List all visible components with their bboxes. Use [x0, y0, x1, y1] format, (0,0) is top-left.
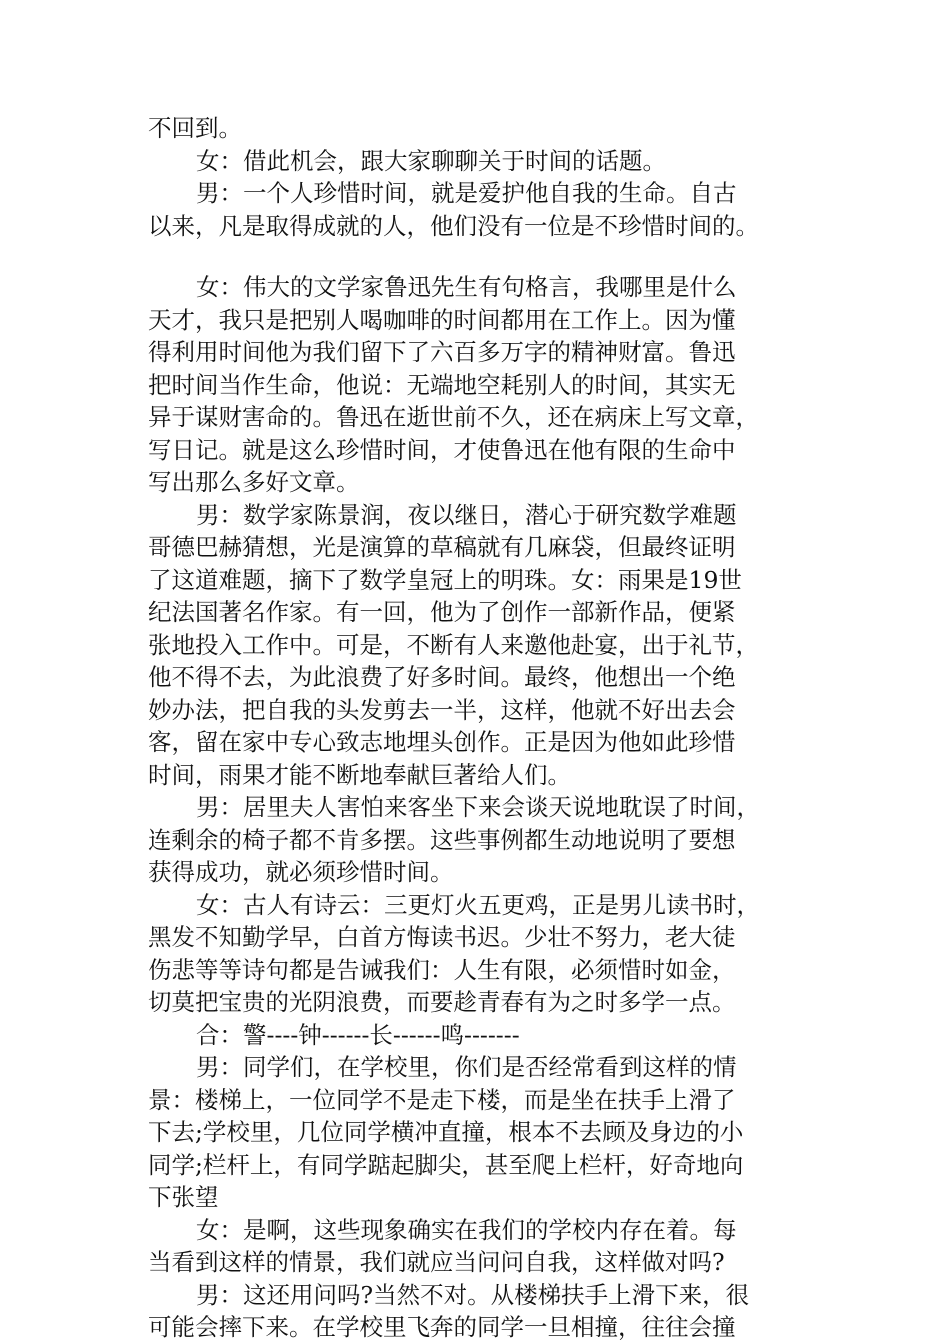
- paragraph-first-line: 女：伟大的文学家鲁迅先生有句格言，我哪里是什么: [196, 273, 737, 301]
- text-line: 异于谋财害命的。鲁迅在逝世前不久，还在病床上写文章，: [148, 403, 759, 431]
- document-page: [148, 112, 808, 1344]
- text-line: 可能会摔下来。在学校里飞奔的同学一旦相撞，往往会撞: [148, 1313, 736, 1341]
- text-line: 切莫把宝贵的光阴浪费，而要趁青春有为之时多学一点。: [148, 988, 736, 1016]
- text-line: 连剩余的椅子都不肯多摆。这些事例都生动地说明了要想: [148, 825, 736, 854]
- text-line: 客，留在家中专心致志地埋头创作。正是因为他如此珍惜: [148, 728, 736, 756]
- paragraph-first-line: 男：这还用问吗?当然不对。从楼梯扶手上滑下来，很: [196, 1280, 750, 1309]
- paragraph-first-line: 合：警----钟------长------鸣-------: [196, 1020, 520, 1049]
- paragraph-first-line: 男：一个人珍惜时间，就是爱护他自我的生命。自古: [196, 179, 737, 207]
- paragraph-first-line: 男：数学家陈景润，夜以继日，潜心于研究数学难题: [196, 500, 737, 529]
- paragraph-first-line: 男：居里夫人害怕来客坐下来会谈天说地耽误了时间，: [196, 793, 760, 821]
- paragraph-first-line: 女：古人有诗云：三更灯火五更鸡，正是男儿读书时，: [196, 890, 760, 919]
- text-line: 妙办法，把自我的头发剪去一半，这样，他就不好出去会: [148, 695, 736, 724]
- text-line: 写日记。就是这么珍惜时间，才使鲁迅在他有限的生命中: [148, 435, 736, 464]
- text-line: 同学;栏杆上，有同学踮起脚尖，甚至爬上栏杆，好奇地向: [148, 1150, 744, 1179]
- text-line: 得利用时间他为我们留下了六百多万字的精神财富。鲁迅: [148, 338, 736, 366]
- text-line: 以来，凡是取得成就的人，他们没有一位是不珍惜时间的。: [148, 211, 759, 240]
- paragraph-first-line: 男：同学们，在学校里，你们是否经常看到这样的情: [196, 1053, 737, 1081]
- text-line: 天才，我只是把别人喝咖啡的时间都用在工作上。因为懂: [148, 305, 736, 334]
- text-line: 下去;学校里，几位同学横冲直撞，根本不去顾及身边的小: [148, 1118, 744, 1146]
- text-line: 当看到这样的情景，我们就应当问问自我，这样做对吗?: [148, 1248, 725, 1276]
- paragraph-first-line: 女：是啊，这些现象确实在我们的学校内存在着。每: [196, 1215, 737, 1244]
- paragraph-gap: [148, 242, 808, 271]
- text-line: 哥德巴赫猜想，光是演算的草稿就有几麻袋，但最终证明: [148, 533, 736, 561]
- text-line: 景：楼梯上，一位同学不是走下楼，而是坐在扶手上滑了: [148, 1085, 736, 1114]
- text-line: 黑发不知勤学早，白首方悔读书迟。少壮不努力，老大徒: [148, 923, 736, 951]
- text-line: 纪法国著名作家。有一回，他为了创作一部新作品，便紧: [148, 598, 736, 626]
- text-line: 获得成功，就必须珍惜时间。: [148, 858, 454, 886]
- text-line: 伤悲等等诗句都是告诫我们：人生有限，必须惜时如金，: [148, 955, 736, 984]
- text-line: 他不得不去，为此浪费了好多时间。最终，他想出一个绝: [148, 663, 736, 691]
- text-line: 把时间当作生命，他说：无端地空耗别人的时间，其实无: [148, 370, 736, 399]
- paragraph-first-line: 女：借此机会，跟大家聊聊关于时间的话题。: [196, 146, 666, 175]
- text-line: 了这道难题，摘下了数学皇冠上的明珠。女：雨果是19世: [148, 565, 742, 594]
- text-line: 不回到。: [148, 114, 242, 142]
- text-line: 时间，雨果才能不断地奉献巨著给人们。: [148, 760, 571, 789]
- text-line: 写出那么多好文章。: [148, 468, 360, 496]
- text-line: 下张望: [148, 1183, 219, 1211]
- text-line: 张地投入工作中。可是，不断有人来邀他赴宴，出于礼节，: [148, 630, 759, 659]
